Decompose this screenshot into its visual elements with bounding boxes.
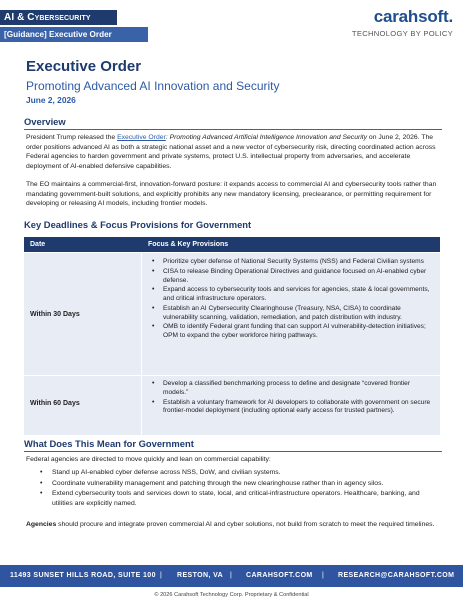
overview-heading: Overview [24,116,66,127]
row-30-days-provisions [151,258,433,342]
page-date: June 2, 2026 [26,95,76,105]
closing-rest: should procure and integrate proven commercial AI and cyber solutions, not build from scratch to meet the required timelines. [56,521,435,528]
footer-email[interactable]: RESEARCH@CARAHSOFT.COM [338,572,455,579]
list-item: • Expand access to cybersecurity tools and services for agencies, state & local governments, and critical infrastructure operators. [151,286,433,304]
overview-p1-prefix: President Trump released the [26,134,118,141]
brand-tagline: TECHNOLOGY BY POLICY [351,29,453,38]
meaning-heading: What Does This Mean for Government [24,438,194,449]
table-column-divider [141,253,142,435]
footer-website[interactable]: CARAHSOFT.COM [246,572,313,579]
category-tag: AI & Cybersecurity [0,10,117,25]
meaning-closing [26,520,440,530]
brand-logo [352,8,453,38]
deadlines-heading: Key Deadlines & Focus Provisions for Government [24,219,252,230]
overview-paragraph-1 [26,133,440,171]
list-item: • Establish an AI Cybersecurity Clearinghouse (Treasury, NSA, CISA) to coordinate vulnerability scanning, validation, remediation, and patch distribution with industry. [151,305,433,323]
page-subtitle: Promoting Advanced AI Innovation and Security [26,79,280,93]
list-item: • Stand up AI-enabled cyber defense across NSS, DoW, and civilian systems. [40,468,440,478]
executive-order-link[interactable]: Executive Order [117,134,166,141]
page-title: Executive Order [26,58,142,75]
list-item: • Establish a voluntary framework for AI developers to collaborate with government on secure frontier-model deployment (including optional early access for trusted partners). [151,399,433,417]
overview-p1-suffix: on June 2, 2026. The order positions advanced AI as both a strategic national asset and a new vector of cybersecurity risk, directing coordinated action across Federal agencies to harden government and private systems, protect U.S. intellectual property from adversaries, and accelerate deployment of AI-enabled defensive capabilities. [26,134,436,170]
overview-paragraph-2: The EO maintains a commercial-first, innovation-forward posture: it expands access to commercial AI and cybersecurity tools rather than mandating government-built solutions, and explicitly prohibits any new mandatory licensing, preclearance, or permitting requirement for developing or releasing AI models, including frontier models. [26,181,437,208]
list-item: • OMB to identify Federal grant funding that can support AI vulnerability-detection initiatives; OPM to expand the cyber workforce hiring pathways. [151,323,433,341]
footer-address: 11493 SUNSET HILLS ROAD, SUITE 100 [10,572,156,579]
table-header-focus: Focus & Key Provisions [148,241,229,248]
footer-separator: | [230,572,232,579]
footer-separator: | [160,572,162,579]
closing-bold: Agencies [26,521,57,528]
meaning-intro: Federal agencies are directed to move quickly and lean on commercial capability: [26,456,271,463]
table-header-date: Date [30,241,46,248]
meaning-bullets [40,468,440,509]
list-item: • Prioritize cyber defense of National Security Systems (NSS) and Federal Civilian systems [151,258,433,267]
footer-separator: | [322,572,324,579]
row-60-days-provisions [151,380,433,417]
copyright-notice: © 2026 Carahsoft Technology Corp. Proprietary & Confidential [154,592,309,598]
footer-city: RESTON, VA [177,572,224,579]
list-item: • CISA to release Binding Operational Directives and guidance focused on AI-enabled cyber defense. [151,268,433,286]
row-label-30-days: Within 30 Days [30,311,80,318]
list-item: • Coordinate vulnerability management and patching through the new clearinghouse rather than in agency silos. [40,479,440,489]
overview-p1-italic: : Promoting Advanced Artificial Intelligence Innovation and Security [165,134,368,141]
brand-name: carahsoft. [373,7,453,26]
list-item: • Extend cybersecurity tools and services down to state, local, and critical-infrastructure operators. Healthcare, banking, and utilities are explicitly named. [40,489,440,508]
meaning-divider [24,451,442,452]
guidance-tag: [Guidance] Executive Order [0,27,148,42]
list-item: • Develop a classified benchmarking process to define and designate “covered frontier models.” [151,380,433,398]
row-label-60-days: Within 60 Days [30,400,80,407]
table-header [24,237,440,252]
overview-divider [24,129,442,130]
